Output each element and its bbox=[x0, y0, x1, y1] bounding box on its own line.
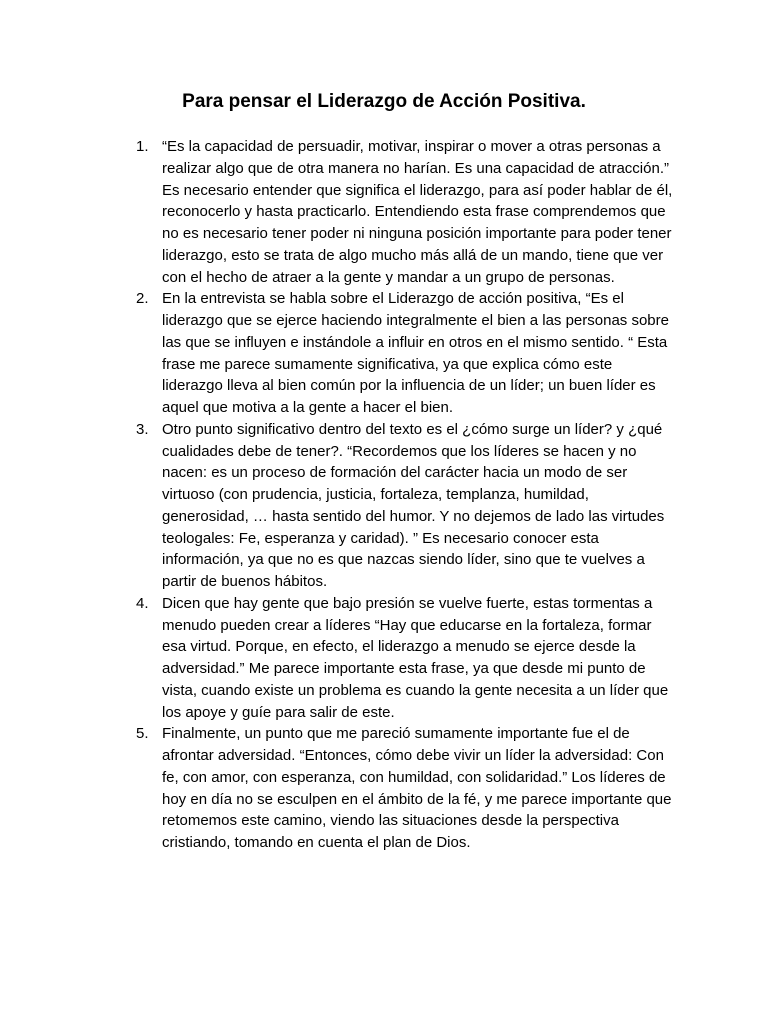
list-item-number: 4. bbox=[136, 594, 149, 612]
list-item-text: Dicen que hay gente que bajo presión se vuelve fuerte, estas tormentas a menudo pueden crear a líderes “Hay que educarse en la fortaleza, formar esa virtud. Porque, en efecto, el liderazgo a menudo se ejerce desde la adversidad.” Me parece importante esta frase, ya que desde mi punto de vista, cuando existe un problema es cuando la gente necesita a un líder que los apoye y guíe para salir de este. bbox=[162, 594, 669, 721]
list-item-text: “Es la capacidad de persuadir, motivar, inspirar o mover a otras personas a realizar algo que de otra manera no harían. Es una capacidad de atracción.” Es necesario entender que significa el liderazgo, para así poder hablar de él, reconocerlo y hasta practicarlo. Entendiendo esta frase comprendemos que no es necesario tener poder ni ninguna posición importante para poder tener liderazgo, esto se trata de algo mucho más allá de un mando, tiene que ver con el hecho de atraer a la gente y mandar a un grupo de personas. bbox=[162, 138, 673, 286]
list-item bbox=[130, 723, 675, 854]
document-title-text: Para pensar el Liderazgo de Acción Positiva. bbox=[182, 91, 586, 112]
list-item-text: Finalmente, un punto que me pareció sumamente importante fue el de afrontar adversidad. “Entonces, cómo debe vivir un líder la adversidad: Con fe, con amor, con esperanza, con humildad, con solidaridad.” Los líderes de hoy en día no se esculpen en el ámbito de la fé, y me parece importante que retomemos este camino, viendo las situaciones desde la perspectiva cristiando, tomando en cuenta el plan de Dios. bbox=[162, 725, 672, 851]
list-item bbox=[130, 136, 675, 288]
list-item-number: 2. bbox=[136, 290, 149, 308]
document-title bbox=[0, 90, 768, 114]
list-item-text: Otro punto significativo dentro del texto es el ¿cómo surge un líder? y ¿qué cualidades debe de tener?. “Recordemos que los líderes se hacen y no nacen: es un proceso de formación del carácter hacia un modo de ser virtuoso (con prudencia, justicia, fortaleza, templanza, humildad, generosidad, … hasta sentido del humor. Y no dejemos de lado las virtudes teologales: Fe, esperanza y caridad). ” Es necesario conocer esta información, ya que no es que nazcas siendo líder, sino que te vuelves a partir de buenos hábitos. bbox=[162, 420, 665, 590]
list-item bbox=[130, 288, 675, 419]
list-item-text: En la entrevista se habla sobre el Liderazgo de acción positiva, “Es el liderazgo que se ejerce haciendo integralmente el bien a las personas sobre las que se influyen e instándole a influir en otros en el mismo sentido. “ Esta frase me parece sumamente significativa, ya que explica cómo este liderazgo lleva al bien común por la influencia de un líder; un buen líder es aquel que motiva a la gente a hacer el bien. bbox=[162, 290, 669, 416]
list-item-number: 3. bbox=[136, 420, 149, 438]
numbered-list bbox=[130, 136, 675, 854]
list-item-number: 1. bbox=[136, 138, 149, 155]
list-item-number: 5. bbox=[136, 725, 149, 743]
list-item bbox=[130, 593, 675, 724]
list-item bbox=[130, 419, 675, 593]
